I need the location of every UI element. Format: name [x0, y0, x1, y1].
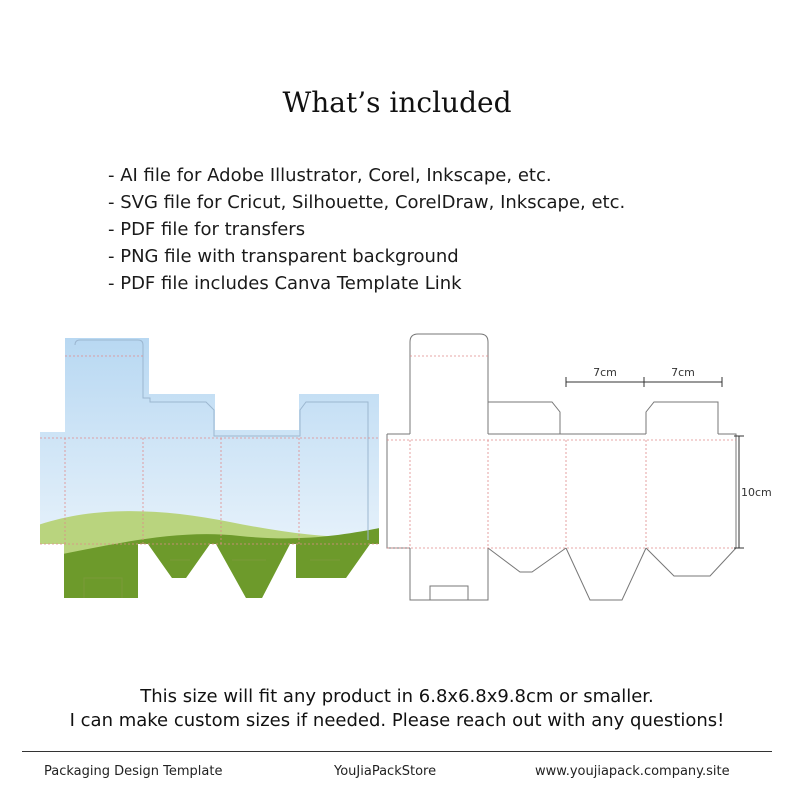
footer-divider: [22, 751, 772, 752]
footer-product-type: Packaging Design Template: [44, 764, 223, 779]
feature-item: - AI file for Adobe Illustrator, Corel, Inkscape, etc.: [108, 165, 552, 186]
feature-item: - SVG file for Cricut, Silhouette, CorelDraw, Inkscape, etc.: [108, 192, 626, 213]
dimension-markers: [566, 377, 744, 548]
box-template-illustration: [0, 320, 794, 620]
feature-list: [108, 162, 625, 297]
feature-item: - PDF file includes Canva Template Link: [108, 273, 462, 294]
footer-website: www.youjiapack.company.site: [535, 764, 730, 779]
dimension-width-2: 7cm: [671, 366, 695, 379]
dimension-width-1: 7cm: [593, 366, 617, 379]
custom-size-note: I can make custom sizes if needed. Please reach out with any questions!: [69, 710, 725, 731]
dimension-height: 10cm: [741, 486, 772, 499]
colored-template: [30, 338, 390, 610]
feature-item: - PNG file with transparent background: [108, 246, 459, 267]
size-note: This size will fit any product in 6.8x6.8x9.8cm or smaller.: [140, 686, 654, 707]
page-title: What’s included: [282, 86, 512, 119]
footer-store-name: YouJiaPackStore: [334, 764, 437, 779]
dieline-fold-lines: [387, 356, 736, 548]
feature-item: - PDF file for transfers: [108, 219, 306, 240]
